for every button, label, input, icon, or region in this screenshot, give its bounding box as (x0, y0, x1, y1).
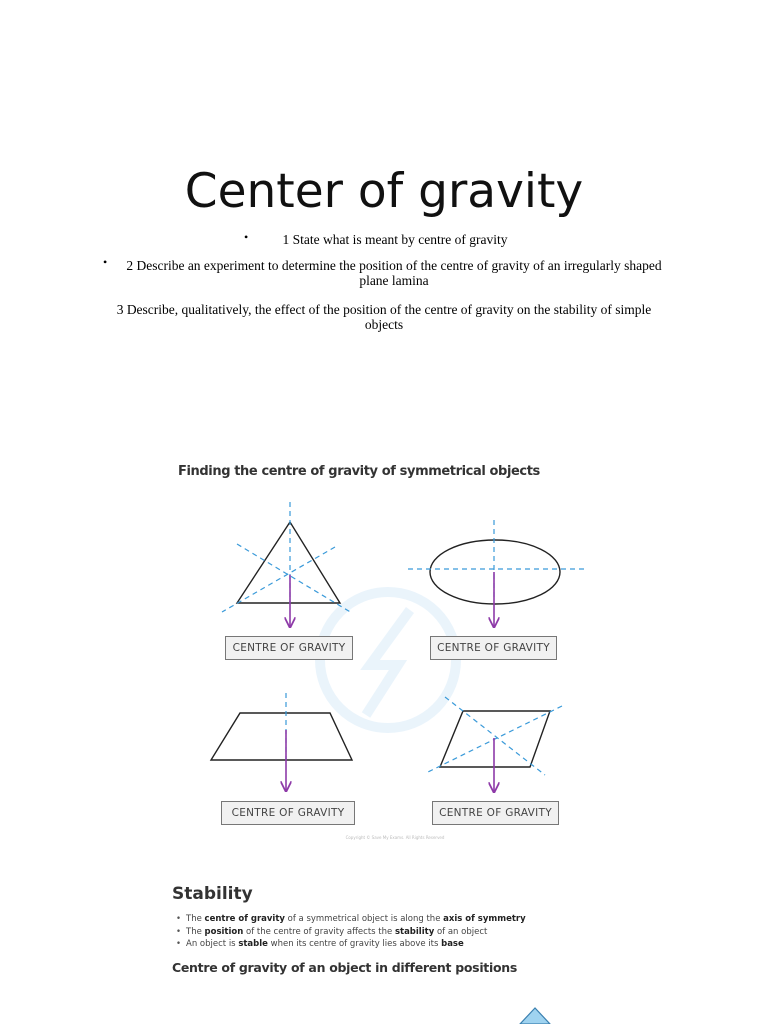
stability-bullet-run: stable (238, 939, 268, 949)
triangle-shape (222, 502, 352, 627)
positions-heading: Centre of gravity of an object in different positions (172, 960, 517, 975)
next-diagram-fragment (520, 1008, 550, 1024)
parallelogram-shape (428, 697, 562, 792)
objective-3: 3 Describe, qualitatively, the effect of the position of the centre of gravity on the stability of simple objects (116, 302, 652, 332)
stability-bullet-run: The (186, 914, 205, 924)
stability-bullet (176, 938, 526, 951)
stability-list (176, 913, 526, 951)
stability-bullet-run: The (186, 926, 205, 937)
stability-bullet-run: An object is (186, 939, 239, 949)
bullet-marker: • (244, 230, 249, 244)
stability-bullet-run: of an object (434, 926, 488, 937)
stability-bullet-run: stability (394, 926, 435, 937)
watermark-logo (320, 592, 456, 728)
objective-1: 1 State what is meant by centre of gravity (282, 232, 508, 247)
page-title: Center of gravity (184, 164, 584, 219)
stability-bullet-run: when its centre of gravity lies above its (267, 939, 442, 949)
centre-of-gravity-label: CENTRE OF GRAVITY (221, 801, 355, 825)
stability-bullet-run: centre of gravity (204, 914, 285, 924)
copyright-notice: Copyright © Save My Exams. All Rights Reserved (345, 835, 445, 840)
objective-2: 2 Describe an experiment to determine the position of the centre of gravity of an irregularly shaped plane lamina (126, 258, 662, 288)
stability-bullet-run: of a symmetrical object is along the (284, 914, 444, 924)
stability-bullet-run: of the centre of gravity affects the (243, 926, 395, 937)
centre-of-gravity-label: CENTRE OF GRAVITY (432, 801, 559, 825)
trapezium-shape (211, 693, 352, 791)
stability-bullet-run: base (441, 939, 464, 949)
centre-of-gravity-label: CENTRE OF GRAVITY (225, 636, 353, 660)
centre-of-gravity-label: CENTRE OF GRAVITY (430, 636, 557, 660)
stability-bullet (176, 926, 526, 939)
figure-heading: Finding the centre of gravity of symmetrical objects (178, 464, 540, 479)
stability-bullet (176, 913, 526, 926)
stability-bullet-run: axis of symmetry (443, 914, 526, 924)
stability-bullet-run: position (204, 926, 244, 937)
stability-heading: Stability (172, 884, 253, 904)
bullet-marker: • (103, 255, 108, 269)
